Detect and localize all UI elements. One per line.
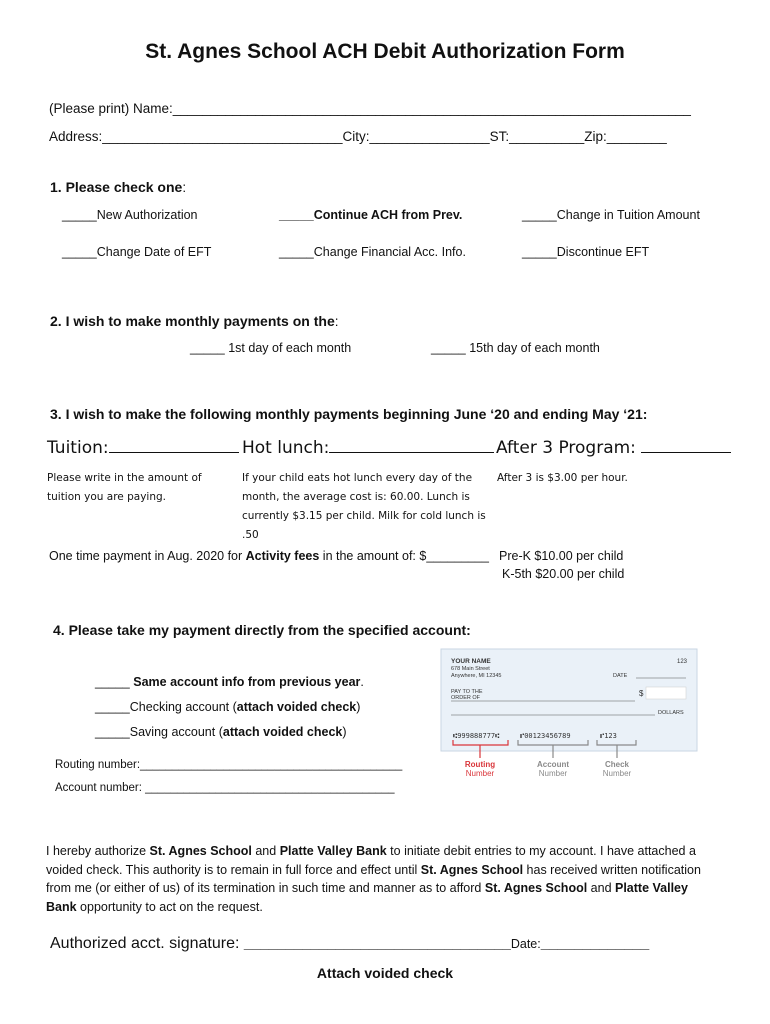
check-dollar-sign: $ <box>639 689 644 698</box>
check-number: 123 <box>677 659 688 665</box>
section-4-heading: 4. Please take my payment directly from the specified account: <box>53 622 471 638</box>
saving-bold: attach voided check <box>222 725 343 739</box>
after-3-label: After 3 Program: <box>496 438 636 458</box>
saving-pre: _____Saving account ( <box>95 725 223 739</box>
routing-caption-number: Number <box>465 769 495 778</box>
option-new-authorization[interactable]: _____New Authorization <box>62 208 198 222</box>
activity-post: in the amount of: $_________ <box>319 549 489 563</box>
auth-bold-school-3: St. Agnes School <box>484 881 588 895</box>
section-2-colon: : <box>334 314 339 329</box>
after-3-field[interactable] <box>496 437 731 458</box>
tuition-label: Tuition: <box>47 438 109 458</box>
check-amount-box <box>646 687 686 699</box>
footer-attach-check: Attach voided check <box>316 965 454 981</box>
option-continue-ach[interactable]: _____Continue ACH from Prev. <box>279 208 463 222</box>
auth-text-3: to initiate debit entries to my account. I have attached a voided check. This authority is to remain in full force and effect until <box>46 844 696 877</box>
option-same-account[interactable] <box>95 675 364 689</box>
signature-label: Authorized acct. signature: <box>50 935 244 952</box>
tuition-field[interactable] <box>47 437 239 458</box>
check-street: 678 Main Street <box>451 666 490 672</box>
activity-bold: Activity fees <box>245 549 320 563</box>
auth-text-2: and <box>251 844 280 858</box>
name-field[interactable]: (Please print) Name:_____________________________________________________________________ <box>49 101 691 116</box>
option-1st-day[interactable]: _____ 1st day of each month <box>190 341 352 355</box>
check-micr-check: ⑈123 <box>600 732 617 740</box>
check-order-of: ORDER OF <box>451 695 481 701</box>
section-1-colon: : <box>182 180 187 195</box>
auth-bold-bank-2: Platte Valley Bank <box>46 881 688 914</box>
saving-end: ) <box>342 725 347 739</box>
tuition-line[interactable] <box>109 437 239 453</box>
auth-text-4: has received written notification from me (or either of us) of its termination in such time and manner as to afford <box>46 862 701 895</box>
page-title: St. Agnes School ACH Debit Authorization Form <box>145 40 625 63</box>
check-city: Anywhere, MI 12345 <box>451 673 502 679</box>
hot-lunch-note: If your child eats hot lunch every day of the month, the average cost is: 60.00. Lunch is currently $3.15 per child. Milk for cold lunch is .50 <box>242 472 486 541</box>
check-date-label: DATE <box>613 673 628 679</box>
section-1-heading <box>50 179 186 197</box>
option-change-financial[interactable]: _____Change Financial Acc. Info. <box>279 245 466 259</box>
check-dollars-label: DOLLARS <box>658 710 684 716</box>
routing-caption: Routing <box>464 760 496 769</box>
signature-line[interactable]: ________________________________ <box>243 935 511 952</box>
signature-row[interactable] <box>50 935 649 953</box>
check-caption-number: Number <box>602 769 632 778</box>
hot-lunch-label: Hot lunch: <box>242 438 330 458</box>
tuition-note: Please write in the amount of tuition you are paying. <box>47 472 202 503</box>
sample-check-image <box>440 648 698 780</box>
section-2-heading <box>50 313 339 331</box>
section-3-heading: 3. I wish to make the following monthly payments beginning June ‘20 and ending May ‘21: <box>50 406 648 422</box>
account-number-field[interactable]: Account number: _______________________________________ <box>55 782 395 794</box>
check-micr-account: ⑈00123456789 <box>520 732 571 740</box>
check-your-name: YOUR NAME <box>451 658 491 665</box>
check-caption: Check <box>604 760 630 769</box>
check-pay-to: PAY TO THE <box>451 689 483 695</box>
same-bold: Same account info from previous year <box>133 675 361 689</box>
activity-pre: One time payment in Aug. 2020 for <box>49 549 246 563</box>
checking-pre: _____Checking account ( <box>95 700 237 714</box>
option-change-tuition[interactable]: _____Change in Tuition Amount <box>522 208 700 222</box>
account-caption: Account <box>537 760 569 769</box>
auth-bold-school-1: St. Agnes School <box>149 844 252 858</box>
section-1-title: 1. Please check one <box>50 179 183 195</box>
hot-lunch-line[interactable] <box>329 437 494 453</box>
address-field[interactable]: Address:________________________________City:________________ST:__________Zip:________ <box>49 129 667 144</box>
hot-lunch-field[interactable] <box>242 437 494 458</box>
after-3-note: After 3 is $3.00 per hour. <box>497 472 628 484</box>
auth-bold-bank-1: Platte Valley Bank <box>279 844 387 858</box>
account-caption-number: Number <box>538 769 568 778</box>
routing-number-field[interactable]: Routing number:_________________________________________ <box>55 759 403 771</box>
same-blank: _____ <box>95 675 134 689</box>
activity-fees-line[interactable] <box>49 549 489 563</box>
option-checking-account[interactable] <box>95 700 360 714</box>
check-micr-routing: ⑆999888777⑆ <box>453 732 500 740</box>
date-label: Date: <box>510 937 541 951</box>
authorization-text <box>46 842 718 916</box>
prek-fee: Pre-K $10.00 per child <box>499 549 624 563</box>
auth-text-5: and <box>587 881 615 895</box>
date-line[interactable]: _____________ <box>540 935 650 952</box>
option-saving-account[interactable] <box>95 725 347 739</box>
same-end: . <box>360 675 364 689</box>
auth-bold-school-2: St. Agnes School <box>420 862 524 877</box>
auth-text-1: I hereby authorize <box>46 844 150 858</box>
option-discontinue[interactable]: _____Discontinue EFT <box>522 245 650 259</box>
k5-fee: K-5th $20.00 per child <box>502 567 625 581</box>
auth-text-6: opportunity to act on the request. <box>76 899 263 914</box>
option-change-date[interactable]: _____Change Date of EFT <box>62 245 212 259</box>
checking-bold: attach voided check <box>236 700 357 714</box>
checking-end: ) <box>356 700 361 714</box>
section-2-title: 2. I wish to make monthly payments on the <box>50 313 335 329</box>
option-15th-day[interactable]: _____ 15th day of each month <box>431 341 600 355</box>
after-3-line[interactable] <box>641 437 731 453</box>
